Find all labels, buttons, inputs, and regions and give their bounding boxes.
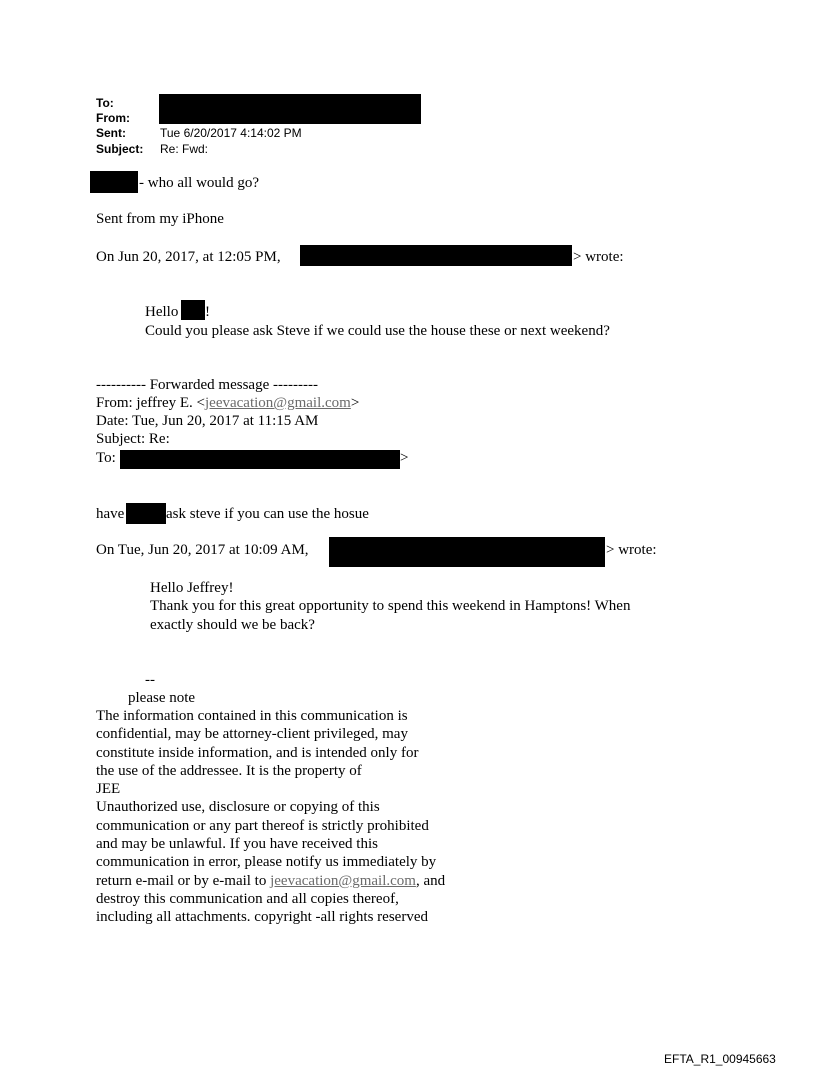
forwarded-date: Date: Tue, Jun 20, 2017 at 11:15 AM <box>96 413 319 429</box>
disclaimer-line: JEE <box>96 781 121 798</box>
disclaimer-line: and may be unlawful. If you have received this <box>96 836 378 853</box>
disclaimer-line: including all attachments. copyright -all rights reserved <box>96 909 428 926</box>
disclaimer-line: destroy this communication and all copies thereof, <box>96 890 399 907</box>
reply-line: - who all would go? <box>139 175 259 191</box>
redaction-have-name <box>126 503 166 524</box>
sent-label: Sent: <box>96 126 126 140</box>
redaction-hello-name <box>181 300 205 320</box>
hello-prefix: Hello <box>145 304 179 320</box>
from-label: From: <box>96 111 130 125</box>
forwarded-to-suffix: > <box>400 450 409 466</box>
thanks-line-1: Thank you for this great opportunity to spend this weekend in Hamptons! When <box>150 598 631 614</box>
sent-from-line: Sent from my iPhone <box>96 211 224 227</box>
quote-intro-1-prefix: On Jun 20, 2017, at 12:05 PM, <box>96 249 281 265</box>
have-line-suffix: ask steve if you can use the hosue <box>166 506 369 522</box>
return-suffix: , and <box>415 872 446 889</box>
signature-please-note: please note <box>128 690 196 706</box>
thanks-line-2: exactly should we be back? <box>150 617 315 633</box>
disclaimer-line: communication in error, please notify us immediately by <box>96 854 437 871</box>
header-to-row <box>96 97 160 110</box>
header-from-row <box>96 112 160 125</box>
request-line: Could you please ask Steve if we could use the house these or next weekend? <box>145 323 610 339</box>
quote-intro-1-suffix: > wrote: <box>573 249 624 265</box>
signature-dash: -- <box>145 672 155 688</box>
header-subject-row <box>96 143 208 156</box>
forwarded-from-suffix: > <box>350 395 360 411</box>
redaction-header-to-from <box>159 94 421 124</box>
redaction-forwarded-to <box>120 450 400 469</box>
have-line-prefix: have <box>96 506 125 522</box>
hello-jeffrey-line: Hello Jeffrey! <box>150 580 234 596</box>
hello-suffix: ! <box>205 304 210 320</box>
forwarded-marker: ---------- Forwarded message --------- <box>96 377 318 393</box>
quote-intro-1 <box>96 248 281 266</box>
return-prefix: return e-mail or by e-mail to <box>96 872 271 889</box>
disclaimer-line: confidential, may be attorney-client privileged, may <box>96 726 408 743</box>
disclaimer-line: The information contained in this communication is <box>96 708 408 724</box>
redaction-quote-sender-2 <box>329 537 605 567</box>
subject-label: Subject: <box>96 142 144 156</box>
return-email-link[interactable]: jeevacation@gmail.com <box>270 872 416 889</box>
subject-value: Re: Fwd: <box>160 142 209 156</box>
quote-intro-2: On Tue, Jun 20, 2017 at 10:09 AM, <box>96 542 309 558</box>
document-id: EFTA_R1_00945663 <box>664 1052 776 1066</box>
forwarded-from-email-link[interactable]: jeevacation@gmail.com <box>205 395 351 411</box>
forwarded-from-prefix: From: jeffrey E. < <box>96 395 205 411</box>
forwarded-from <box>96 394 359 412</box>
disclaimer-return-line <box>96 872 445 890</box>
quote-intro-2-suffix: > wrote: <box>606 542 657 558</box>
redaction-reply-name <box>90 171 138 193</box>
forwarded-to-prefix: To: <box>96 450 116 466</box>
disclaimer-line: communication or any part thereof is strictly prohibited <box>96 817 429 834</box>
header-sent-row <box>96 127 302 140</box>
disclaimer-block <box>96 707 445 927</box>
forwarded-to <box>96 449 116 467</box>
sent-value: Tue 6/20/2017 4:14:02 PM <box>160 126 302 140</box>
disclaimer-line: Unauthorized use, disclosure or copying of this <box>96 799 380 816</box>
to-label: To: <box>96 96 114 110</box>
disclaimer-line: the use of the addressee. It is the property of <box>96 762 362 779</box>
disclaimer-line: constitute inside information, and is intended only for <box>96 744 419 761</box>
hello-line <box>145 303 178 321</box>
redaction-quote-sender-1 <box>300 245 572 266</box>
forwarded-subject: Subject: Re: <box>96 431 170 447</box>
